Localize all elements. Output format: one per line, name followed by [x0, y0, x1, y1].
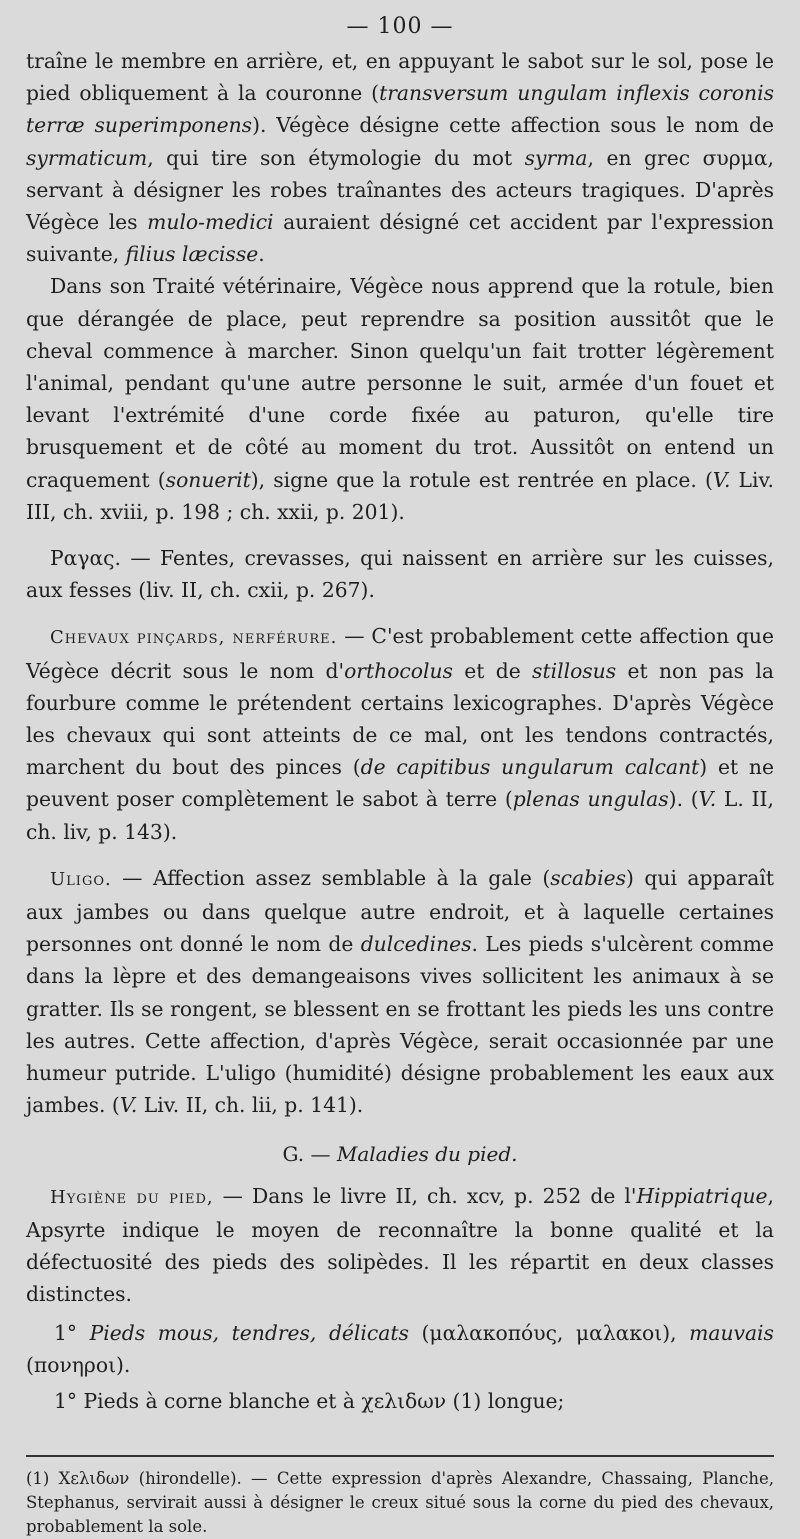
text: Liv. III, ch. xviii, p. 198 ; ch. xxii, p. 201). [26, 467, 774, 524]
list-item [26, 1385, 774, 1417]
paragraph-uligo [26, 862, 774, 1122]
latin-quote: de capitibus ungularum calcant [360, 755, 700, 780]
entry-heading: Ραγας. [50, 546, 121, 571]
entry-heading: Chevaux pinçards, nerférure. [50, 627, 338, 649]
paragraph-pincards [26, 620, 774, 847]
text: — Fentes, crevasses, qui naissent en arrière sur les cuisses, aux fesses (liv. II, ch. cxii, p. 267). [26, 546, 774, 603]
text: , qui tire son étymologie du mot [147, 145, 525, 170]
text: auraient désigné cet accident par l'expression suivante, [26, 210, 774, 267]
ref: V. [698, 787, 717, 812]
text: L. II, ch. liv, p. 143). [26, 787, 774, 844]
text: — Affection assez semblable à la gale ( [111, 865, 551, 890]
ref: V. [712, 467, 731, 492]
section-letter: G. — [282, 1141, 337, 1166]
section-title: Maladies du pied. [336, 1141, 518, 1166]
term: filius læcisse [125, 242, 259, 267]
classification-list [26, 1317, 774, 1418]
paragraph-syrmaticum [26, 45, 774, 270]
term: syrmaticum [26, 145, 148, 170]
paragraph-ragas [26, 542, 774, 606]
text: Dans son Traité vétérinaire, Végèce nous apprend que la rotule, bien que dérangée de place, peut reprendre sa position aussitôt que le cheval commence à marcher. Sinon quelqu'un fait trotter légèrement l'animal, pendant qu'une autre personne le suit, armée d'un fouet et levant l'extrémité d'une corde fixée au paturon, qu'elle tire brusquement et de côté au moment du trot. Aussitôt on entend un craquement ( [26, 274, 774, 492]
text: — C'est probablement cette affection que Végèce décrit sous le nom d' [26, 624, 775, 683]
text: traîne le membre en arrière, et, en appuyant le sabot sur le sol, pose le pied obliquement à la couronne ( [26, 49, 774, 106]
text: ), signe que la rotule est rentrée en place. ( [250, 467, 713, 492]
item-number: 1° [54, 1320, 90, 1345]
text: , en grec συρμα, servant à désigner les robes traînantes des acteurs tragiques. D'après Végèce les [26, 145, 774, 235]
page-number: — 100 — [346, 14, 454, 39]
footnote-divider [26, 1455, 774, 1457]
term: scabies [550, 865, 626, 890]
text: , Apsyrte indique le moyen de reconnaître la bonne qualité et la défectuosité des pieds des solipèdes. Il les répartit en deux classes distinctes. [26, 1183, 774, 1307]
footnote-text: (1) Χελιδων (hirondelle). — Cette expression d'après Alexandre, Chassaing, Planche, Stephanus, servirait aussi à désigner le creux situé sous la corne du pied des chevaux, probablement la sole. [26, 1469, 774, 1537]
paragraph-hygiene [26, 1180, 774, 1311]
latin-quote: plenas ungulas [512, 787, 669, 812]
term: stillosus [532, 658, 617, 683]
text: . Les pieds s'ulcèrent comme dans la lèpre et des demangeaisons vives sollicitent les animaux à se gratter. Ils se rongent, se blessent en se frottant les pieds les uns contre les autres. Cette affection, d'après Végèce, serait occasionnée par une humeur putride. L'uligo (humidité) désigne probablement les eaux aux jambes. ( [26, 932, 775, 1118]
text: ) et ne peuvent poser complètement le sabot à terre ( [26, 755, 774, 812]
ref: V. [119, 1093, 138, 1118]
text: (μαλακοπόυς, μαλακοι), [408, 1320, 690, 1345]
text: ). Végèce désigne cette affection sous le nom de [252, 113, 774, 138]
latin-quote: transversum ungulam inflexis coronis terræ superimponens [26, 81, 774, 138]
entry-heading: Hygiène du pied, [50, 1186, 214, 1208]
footnote [26, 1467, 774, 1539]
term: mauvais [689, 1320, 774, 1345]
text: Pieds à corne blanche et à χελιδων (1) longue; [83, 1388, 565, 1413]
text: ). ( [668, 787, 699, 812]
text: et de [452, 658, 533, 683]
text: (πονηροι). [26, 1352, 131, 1377]
term: sonuerit [165, 467, 251, 492]
text: et non pas la fourbure comme le prétendent certains lexicographes. D'après Végèce les chevaux qui sont atteints de ce mal, ont les tendons contractés, marchent du bout des pinces ( [26, 658, 774, 780]
term: dulcedines [360, 932, 472, 957]
section-heading [26, 1138, 774, 1170]
text: ) qui apparaît aux jambes ou dans quelque autre endroit, et à laquelle certaines personnes ont donné le nom de [26, 865, 774, 957]
text: Liv. II, ch. lii, p. 141). [137, 1093, 364, 1118]
item-number: 1° [54, 1388, 84, 1413]
text: . [258, 242, 265, 267]
paragraph-rotule [26, 270, 774, 528]
term: mulo-medici [147, 210, 274, 235]
text: — Dans le livre II, ch. xcv, p. 252 de l' [213, 1183, 637, 1208]
term: syrma [524, 145, 588, 170]
list-item [26, 1317, 774, 1381]
term: orthocolus [344, 658, 453, 683]
term: Pieds mous, tendres, délicats [89, 1320, 409, 1345]
book-title: Hippiatrique [636, 1183, 768, 1208]
entry-heading: Uligo. [50, 868, 112, 890]
